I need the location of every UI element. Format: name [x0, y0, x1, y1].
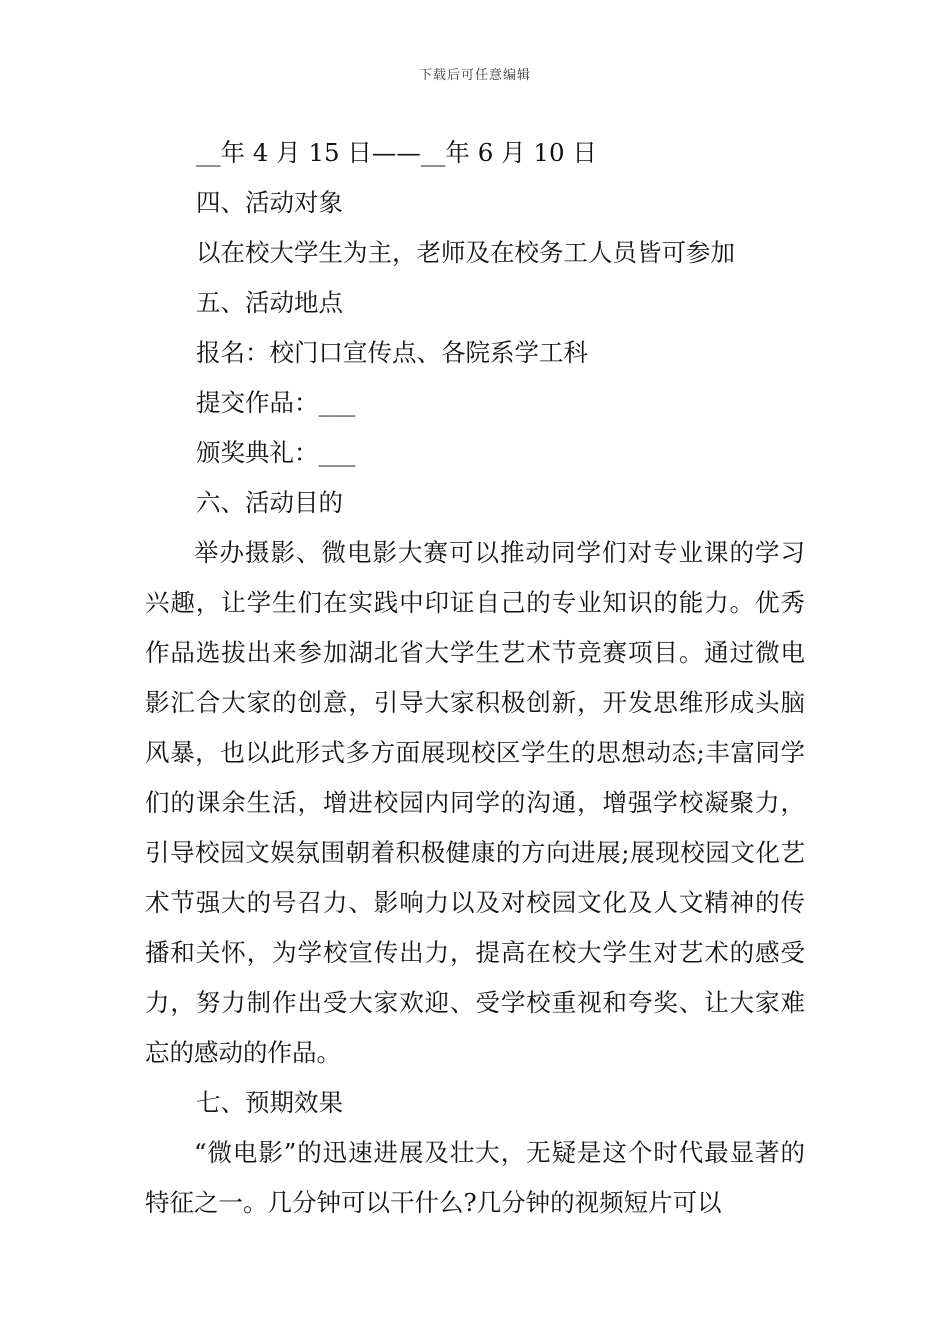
submit-location: 提交作品：___ — [196, 388, 356, 417]
section-7-body: “微电影”的迅速进展及壮大，无疑是这个时代最显著的特征之一。几分钟可以干什么?几分钟的视频短片可以 — [145, 1138, 805, 1217]
date-range: __年 4 月 15 日——__年 6 月 10 日 — [196, 138, 597, 167]
section-6-title: 六、活动目的 — [196, 488, 343, 517]
section-4-body: 以在校大学生为主，老师及在校务工人员皆可参加 — [196, 238, 735, 267]
award-location: 颁奖典礼：___ — [196, 438, 356, 467]
page-header-note: 下载后可任意编辑 — [418, 68, 531, 83]
document-body — [145, 128, 805, 1228]
signup-location: 报名：校门口宣传点、各院系学工科 — [196, 338, 588, 367]
section-6-body: 举办摄影、微电影大赛可以推动同学们对专业课的学习兴趣，让学生们在实践中印证自己的专业知识的能力。优秀作品选拔出来参加湖北省大学生艺术节竞赛项目。通过微电影汇合大家的创意，引导大家积极创新，开发思维形成头脑风暴，也以此形式多方面展现校区学生的思想动态;丰富同学们的课余生活，增进校园内同学的沟通，增强学校凝聚力，引导校园文娱氛围朝着积极健康的方向进展;展现校园文化艺术节强大的号召力、影响力以及对校园文化及人文精神的传播和关怀，为学校宣传出力，提高在校大学生对艺术的感受力，努力制作出受大家欢迎、受学校重视和夸奖、让大家难忘的感动的作品。 — [145, 538, 805, 1067]
section-4-title: 四、活动对象 — [196, 188, 343, 217]
section-7-title: 七、预期效果 — [196, 1088, 343, 1117]
section-5-title: 五、活动地点 — [196, 288, 343, 317]
